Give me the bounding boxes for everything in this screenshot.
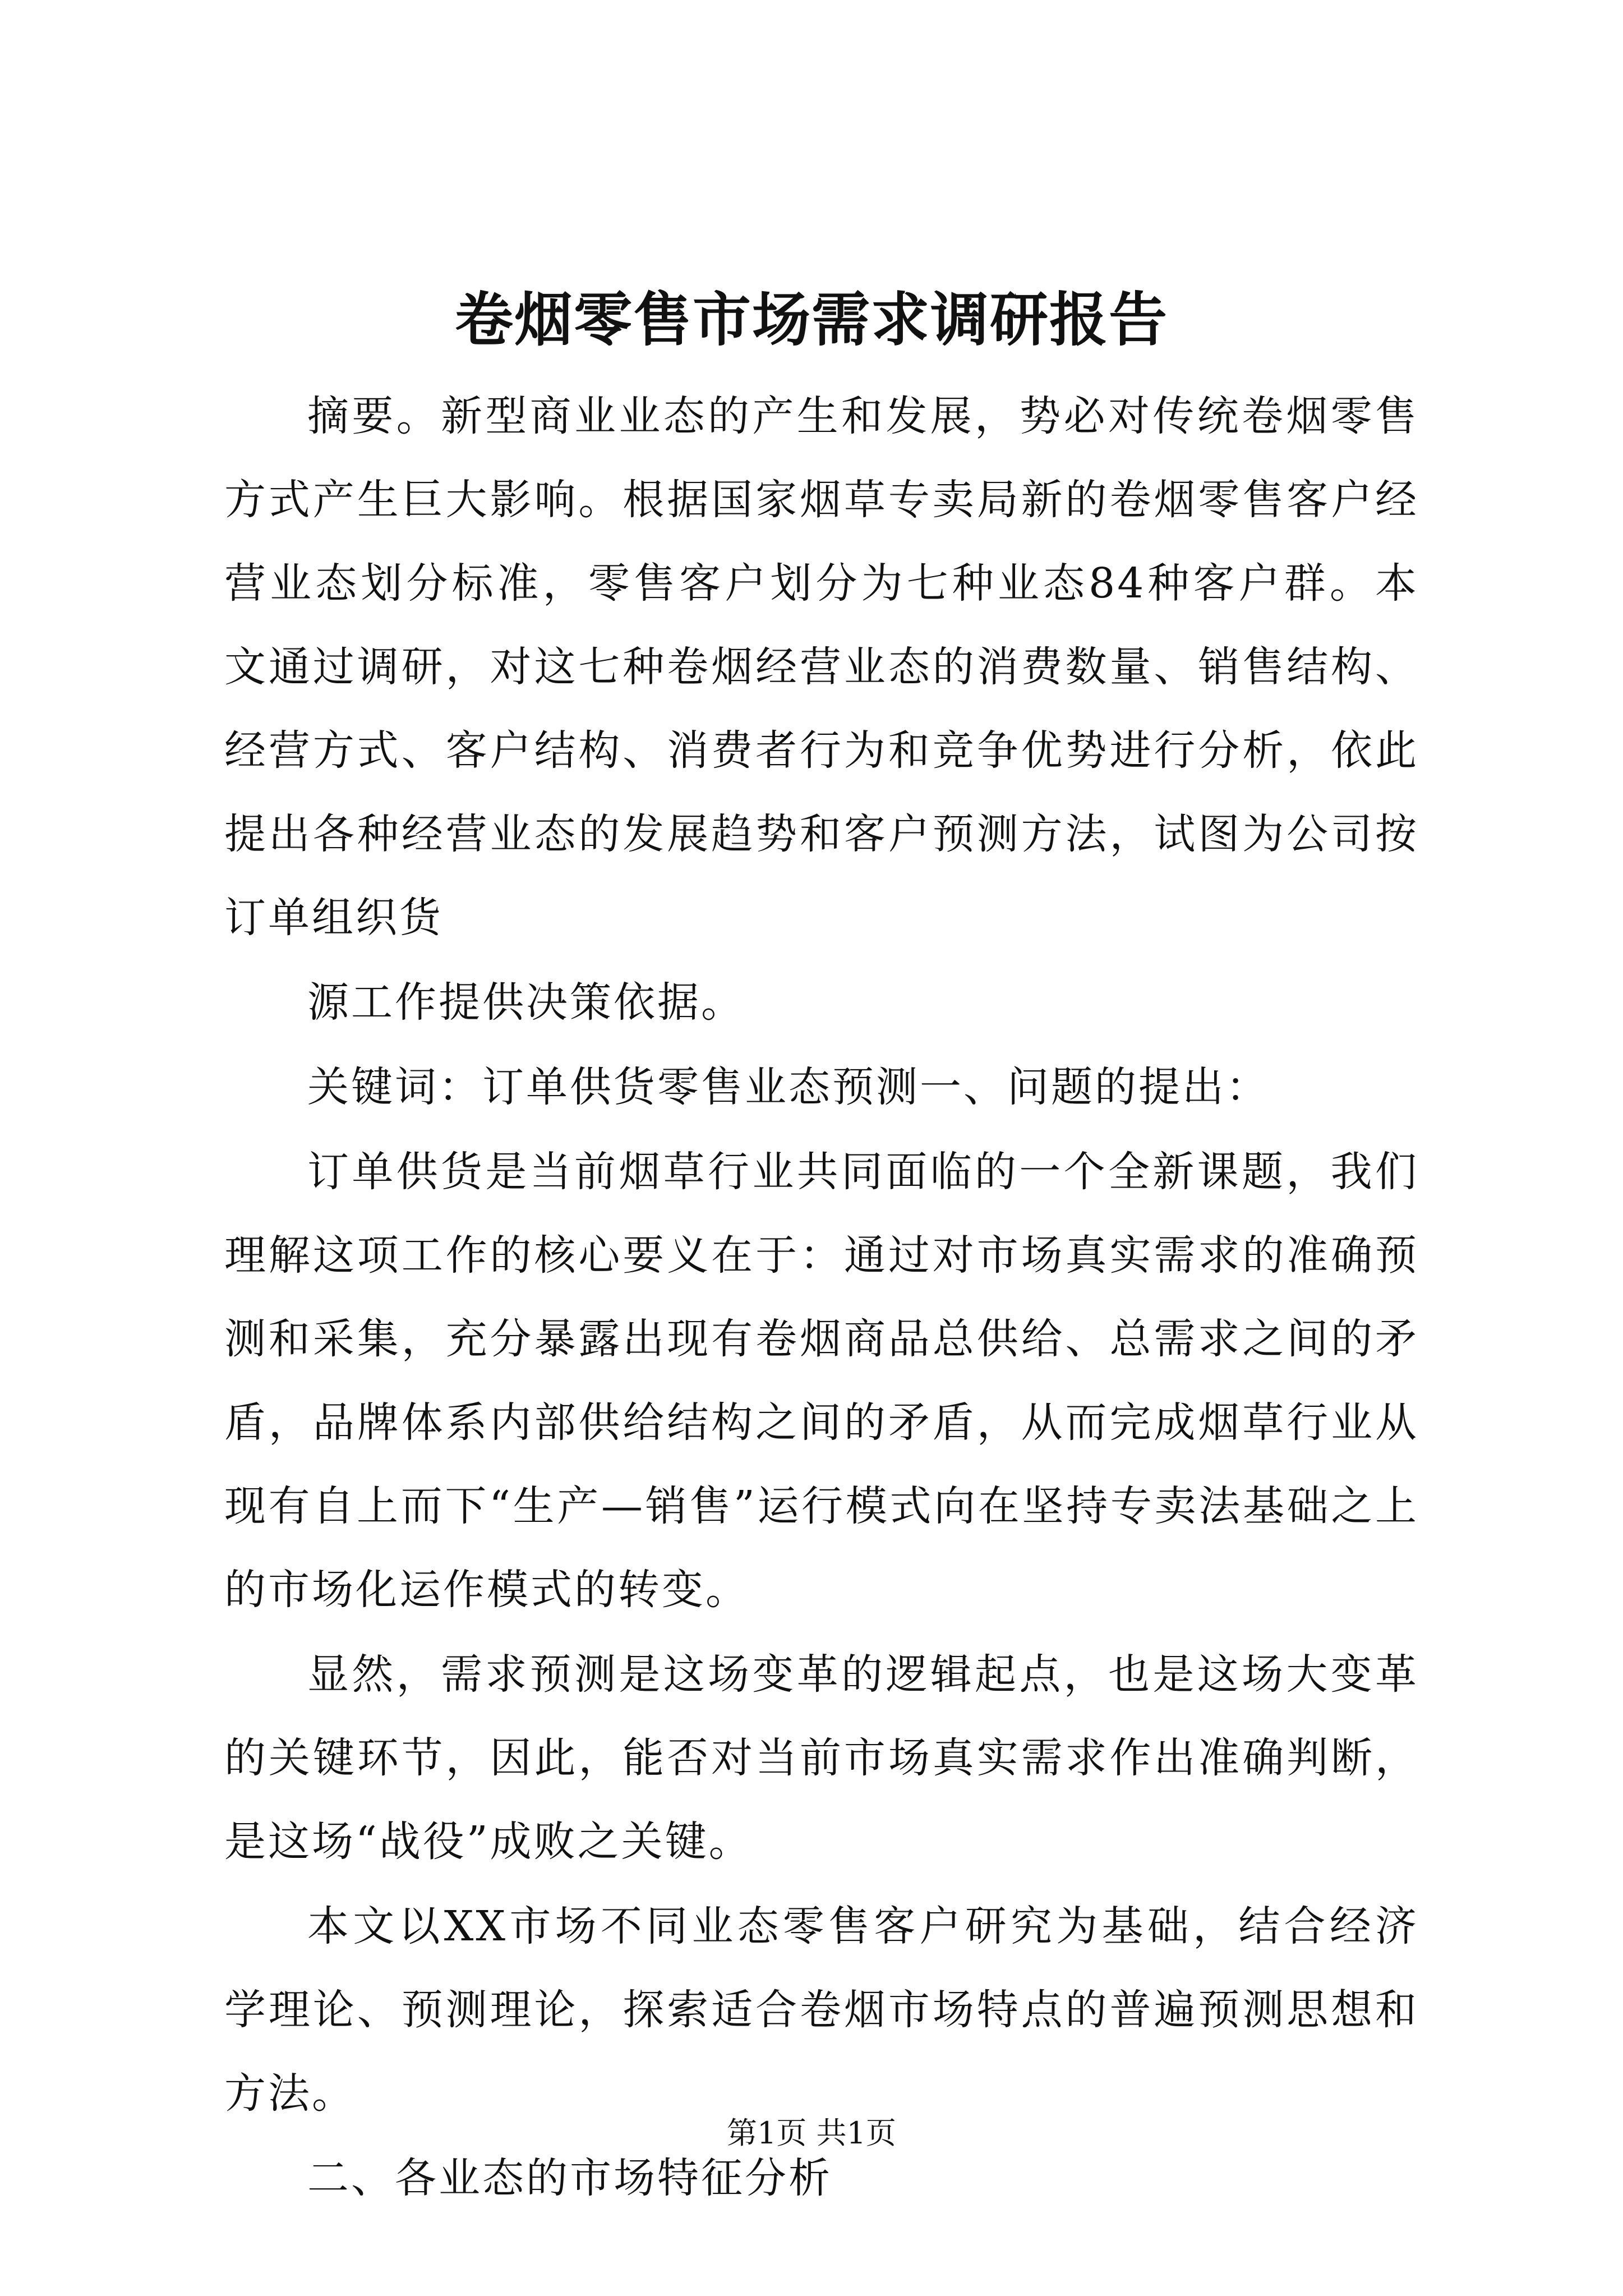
- paragraph-abstract-continued: 源工作提供决策依据。: [307, 978, 745, 1027]
- document-body: [224, 375, 1419, 2220]
- section-heading-market-analysis: 二、各业态的市场特征分析: [307, 2154, 832, 2202]
- paragraph-order-supply: 订单供货是当前烟草行业共同面临的一个全新课题，我们理解这项工作的核心要义在于：通过对市场真实需求的准确预测和采集，充分暴露出现有卷烟商品总供给、总需求之间的矛盾，品牌体系内部供给结构之间的矛盾，从而完成烟草行业从现有自上而下“生产—销售”运行模式向在坚持专卖法基础之上的市场化运作模式的转变。: [224, 1148, 1419, 1614]
- paragraph-demand-forecast: 显然，需求预测是这场变革的逻辑起点，也是这场大变革的关键环节，因此，能否对当前市场真实需求作出准确判断，是这场“战役”成败之关键。: [224, 1650, 1419, 1866]
- paragraph-abstract: 摘要。新型商业业态的产生和发展，势必对传统卷烟零售方式产生巨大影响。根据国家烟草专卖局新的卷烟零售客户经营业态划分标准，零售客户划分为七种业态84种客户群。本文通过调研，对这七种卷烟经营业态的消费数量、销售结构、经营方式、客户结构、消费者行为和竞争优势进行分析，依此提出各种经营业态的发展趋势和客户预测方法，试图为公司按订单组织货: [224, 392, 1419, 942]
- paragraph-research-basis: 本文以XX市场不同业态零售客户研究为基础，结合经济学理论、预测理论，探索适合卷烟市场特点的普遍预测思想和方法。: [224, 1902, 1419, 2118]
- page-number: 第1页 共1页: [727, 2115, 896, 2151]
- document-title: 卷烟零售市场需求调研报告: [454, 285, 1168, 354]
- paragraph-keywords: 关键词：订单供货零售业态预测一、问题的提出：: [307, 1063, 1270, 1111]
